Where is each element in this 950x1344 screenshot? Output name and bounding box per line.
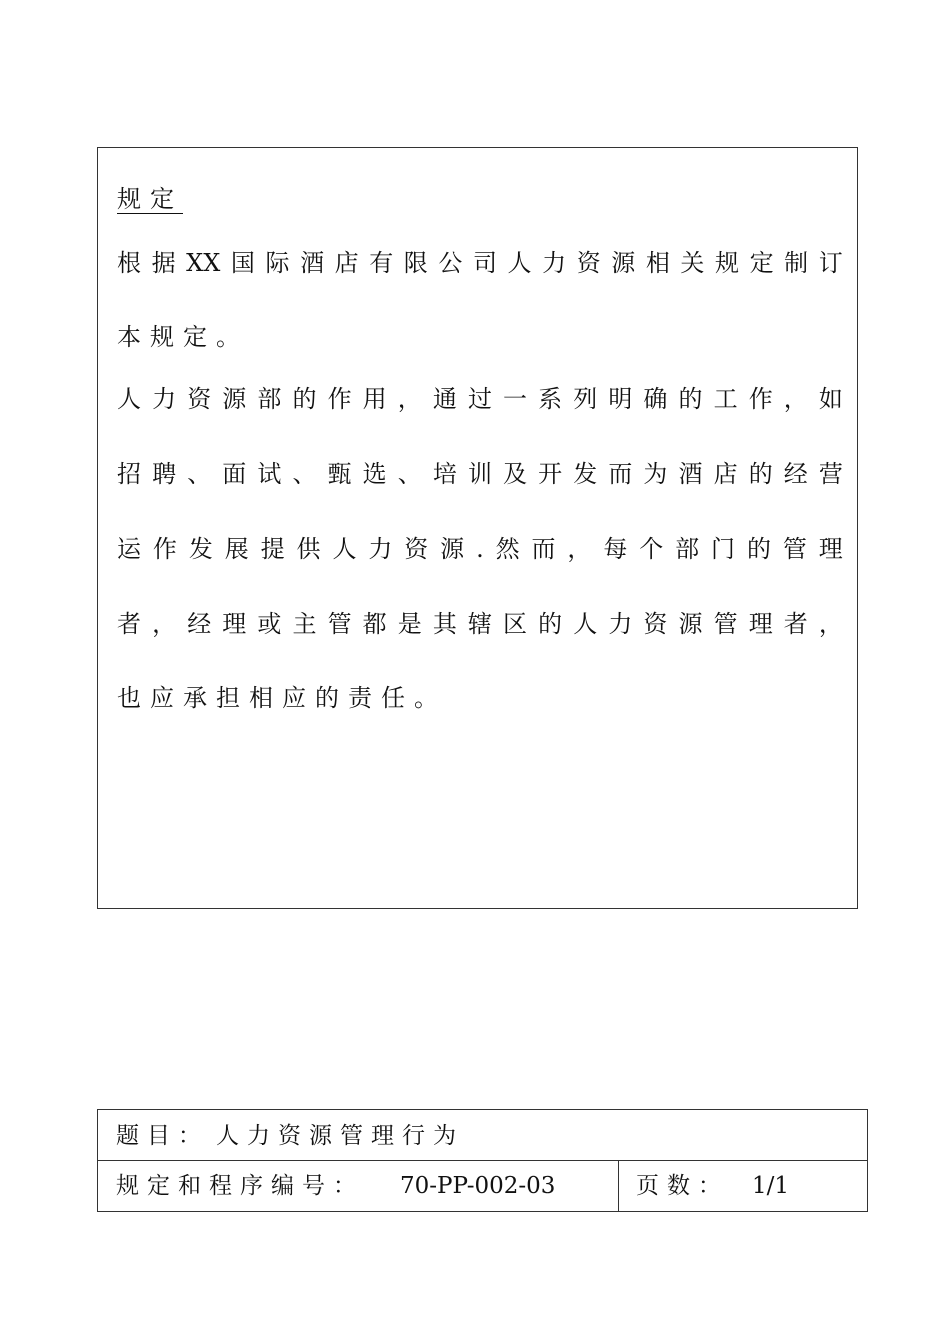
title-label: 题目： <box>116 1123 209 1149</box>
code-value: 70-PP-002-03 <box>400 1173 556 1199</box>
title-row <box>98 1110 867 1161</box>
section-heading: 规定 <box>117 185 183 213</box>
paragraph2-line2: 招 聘 、 面 试 、 甄 选 、 培 训 及 开 发 而 为 酒 店 的 经 营 <box>117 460 843 488</box>
paragraph2-line1: 人 力 资 源 部 的 作 用 ， 通 过 一 系 列 明 确 的 工 作 ， 如 <box>117 385 843 413</box>
paragraph1-line2: 本规定。 <box>117 323 249 351</box>
code-label: 规定和程序编号： <box>116 1173 364 1199</box>
paragraph2-line4: 者 ， 经 理 或 主 管 都 是 其 辖 区 的 人 力 资 源 管 理 者 ， <box>117 610 843 638</box>
pages-label: 页数： <box>636 1173 729 1199</box>
document-info-table <box>97 1109 868 1212</box>
cell-divider <box>618 1161 619 1211</box>
title-value: 人力资源管理行为 <box>216 1123 464 1149</box>
paragraph2-line3: 运 作 发 展 提 供 人 力 资 源 . 然 而 ， 每 个 部 门 的 管 理 <box>117 535 843 563</box>
paragraph2-line5: 也应承担相应的责任。 <box>117 684 447 712</box>
code-row <box>98 1161 867 1211</box>
paragraph1-line1: 根 据 XX 国 际 酒 店 有 限 公 司 人 力 资 源 相 关 规 定 制 订 <box>117 249 843 277</box>
pages-value: 1/1 <box>752 1173 790 1199</box>
